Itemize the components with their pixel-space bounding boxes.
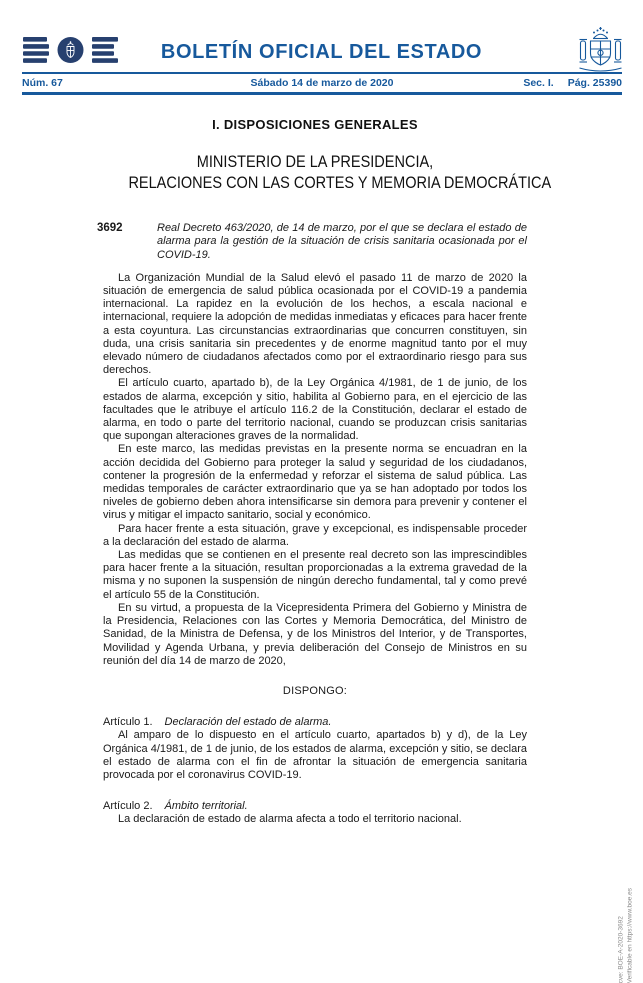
header-rule-bottom: [22, 92, 622, 95]
article-2: [103, 800, 527, 826]
preamble-paragraph: Para hacer frente a esta situación, grave y excepcional, es indispensable proceder a la declaración del estado de alarma.: [103, 522, 527, 548]
spain-coat-of-arms-icon: [578, 26, 623, 78]
issue-date: Sábado 14 de marzo de 2020: [250, 77, 394, 89]
preamble-paragraph: En su virtud, a propuesta de la Vicepresidenta Primera del Gobierno y Ministra de la Presidencia, Relaciones con las Cortes y Memoria Democrática, del Ministro de Sanidad, de la Ministra de Defensa, y de los Ministros del Interior, y de Transportes, Movilidad y Agenda Urbana, y previa deliberación del Consejo de Ministros en su reunión del día 14 de marzo de 2020,: [103, 601, 527, 667]
document-body: [97, 117, 552, 827]
article-heading: [103, 800, 527, 813]
masthead-title: BOLETÍN OFICIAL DEL ESTADO: [160, 41, 483, 63]
issue-number: Núm. 67: [22, 77, 63, 89]
article-title: Declaración del estado de alarma.: [164, 716, 332, 729]
preamble-paragraph: La Organización Mundial de la Salud elevó el pasado 11 de marzo de 2020 la situación de emergencia de salud pública ocasionada por el COVID-19 a pandemia internacional. La rapidez en la evolución de los hechos, a escala nacional e internacional, requiere la adopción de medidas inmediatas y eficaces para hacer frente a esta coyuntura. Las circunstancias extraordinarias que concurren constituyen, sin duda, una crisis sanitaria sin precedentes y de enorme magnitud tanto por el muy elevado número de ciudadanos afectados como por el extraordinario riesgo para sus derechos.: [103, 271, 527, 377]
section-label: Sec. I.: [523, 77, 554, 89]
section-page: [523, 77, 622, 89]
verification-code: [616, 888, 634, 983]
article-label: Artículo 1.: [103, 716, 153, 729]
header-meta-row: [22, 77, 622, 90]
header-rule-top: [22, 72, 622, 74]
article-1: [103, 716, 527, 782]
ministry-heading-line1: MINISTERIO DE LA PRESIDENCIA,: [196, 153, 434, 172]
preamble-paragraph: En este marco, las medidas previstas en la presente norma se encuadran en la acción decidida del Gobierno para proteger la salud y seguridad de los ciudadanos, contener la progresión de la enfermedad y reforzar el sistema de salud pública. Las medidas temporales de carácter extraordinario que ya se han adoptado por todos los niveles de gobierno deben ahora intensificarse sin demora para prevenir y contener el virus y mitigar el impacto sanitario, social y económico.: [103, 443, 527, 522]
section-heading: I. DISPOSICIONES GENERALES: [212, 117, 418, 132]
page-label: Pág. 25390: [567, 77, 622, 89]
cve-url-note: Verificable en https://www.boe.es: [626, 888, 633, 983]
decree-heading: [97, 222, 527, 262]
article-title: Ámbito territorial.: [164, 800, 248, 813]
cve-code: cve: BOE-A-2020-3692: [617, 916, 624, 983]
ministry-heading: [128, 152, 552, 194]
article-label: Artículo 2.: [103, 800, 153, 813]
decree-number: 3692: [97, 222, 123, 235]
dispongo-heading: DISPONGO:: [282, 684, 348, 697]
article-body: La declaración de estado de alarma afecta a todo el territorio nacional.: [118, 813, 462, 826]
article-heading: [103, 716, 527, 729]
preamble: [103, 272, 527, 668]
preamble-paragraph: Las medidas que se contienen en el presente real decreto son las imprescindibles para hacer frente a la situación, resultan proporcionadas a la extrema gravedad de la misma y no suponen la suspensión de ningún derecho fundamental, tal y como prevé el artículo 55 de la Constitución.: [103, 549, 527, 601]
article-body: Al amparo de lo dispuesto en el artículo cuarto, apartados b) y d), de la Ley Orgánica 4/1981, de 1 de junio, de los estados de alarma, excepción y sitio, se declara el estado de alarma con el fin de afrontar la situación de emergencia sanitaria provocada por el coronavirus COVID-19.: [103, 729, 527, 781]
decree-title: Real Decreto 463/2020, de 14 de marzo, por el que se declara el estado de alarma para la gestión de la situación de crisis sanitaria ocasionada por el COVID-19.: [157, 222, 527, 261]
preamble-paragraph: El artículo cuarto, apartado b), de la Ley Orgánica 4/1981, de 1 de junio, de los estados de alarma, excepción y sitio, habilita al Gobierno para, en el ejercicio de las facultades que le atribuye el artículo 116.2 de la Constitución, declarar el estado de alarma, en todo o parte del territorio nacional, cuando se produzcan crisis sanitarias que supongan alteraciones graves de la normalidad.: [103, 377, 527, 443]
ministry-heading-line2: RELACIONES CON LAS CORTES Y MEMORIA DEMOCRÁTICA: [128, 174, 552, 193]
